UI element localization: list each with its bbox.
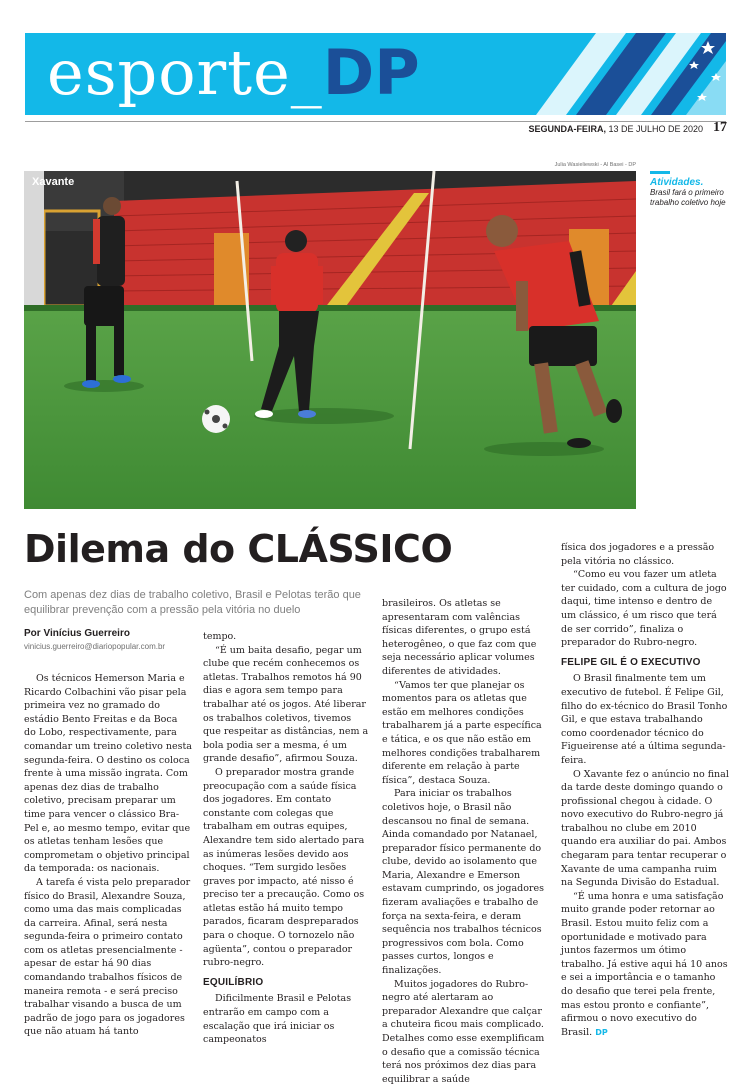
caption-marker: [650, 171, 670, 174]
photo-credit: Julia Wasieliewski - Al Basei - DP: [554, 162, 636, 168]
paragraph: Para iniciar os trabalhos coletivos hoje, o Brasil não descansou no final de semana. Ainda comandado por Natanael, preparador físico permanente do clube, devido ao isolamento que Maria, Alexandre e Emerson estavam cumprindo, os jogadores fizeram avaliações e trabalho de força na sexta-feira, e deram sequência nos trabalhos técnicos progressivos com bola. Como passes curtos, longos e finalizações.: [382, 788, 544, 977]
paragraph: Os técnicos Hemerson Maria e Ricardo Colbachini vão pisar pela primeira vez no gramado do estádio Bento Freitas e da Boca do Lobo, respectivamente, para comandar um treino coletivo nesta segunda-feira. O destino os coloca frente à uma missão ingrata. Com apenas dez dias de trabalho coletivo, precisam preparar um time para vencer o clássico Bra-Pel e, ao mesmo tempo, evitar que os atletas tenham lesões que comprometam o objetivo principal da temporada: os nacionais.: [24, 673, 192, 875]
article-column-3: [382, 597, 550, 1086]
subhead-felipe-gil: FELIPE GIL É O EXECUTIVO: [561, 656, 701, 668]
article-column-4: [561, 541, 729, 1039]
soccer-ball-icon: [202, 405, 230, 433]
page-number: 17: [713, 120, 727, 135]
end-mark: DP: [595, 1027, 608, 1037]
article-deck: Com apenas dez dias de trabalho coletivo, Brasil e Pelotas terão que equilibrar prevenção com a pressão pela vitória no duelo: [24, 589, 361, 616]
paragraph: “É um baita desafio, pegar um clube que recém conhecemos os atletas. Trabalhos remotos há 90 dias e agora sem tempo para trabalhar até os jogos. Até liberar os trabalhos coletivos, tivemos que respeitar as distâncias, nem a bola podia ser a mesma, é um grande desafio”, afirmou Souza.: [203, 644, 369, 765]
caption-title: Atividades.: [650, 177, 704, 188]
paragraph: Dificilmente Brasil e Pelotas entrarão em campo com a escalação que irá iniciar os campeonatos: [203, 993, 352, 1046]
section-brand: DP: [322, 36, 420, 109]
paragraph: Muitos jogadores do Rubro-negro até alertaram ao preparador Alexandre que calçar a chuteira ficou mais complicado. Detalhes como esse exemplificam o desafio que a comissão técnica terá nos próximos dez dias para equilibrar a saúde: [382, 978, 545, 1085]
header-rule: [25, 121, 726, 122]
paragraph: física dos jogadores e a pressão pela vitória no clássico.: [561, 542, 715, 567]
date-line: SEGUNDA-FEIRA, 13 DE JULHO DE 2020: [528, 124, 703, 134]
paragraph: A tarefa é vista pelo preparador físico do Brasil, Alexandre Souza, como uma das mais complicadas da carreira. Afinal, será nesta segunda-feira o primeiro contato com os atletas presencialmente - apesar de estar há 90 dias comandando trabalhos físicos de maneira remota - e será preciso trabalhar visando a busca de um padrão de jogo para os jogadores que não atuam há tanto: [24, 876, 191, 1038]
decorative-stripes: [516, 33, 726, 115]
article-column-1: [24, 672, 192, 1039]
paragraph: “Como eu vou fazer um atleta ter cuidado, com a cultura de jogo daqui, time intenso e dentro de um clássico, é um risco que terá de ser corrido”, finaliza o preparador do Rubro-negro.: [561, 569, 727, 649]
training-photo: [24, 171, 636, 509]
article-column-2: [203, 630, 371, 1047]
paragraph: O preparador mostra grande preocupação com a saúde física dos jogadores. Em contato constante com colegas que trabalham em outras equipes, Alexandre tem sido alertado para as inúmeras lesões devido aos choques. “Tem surgido lesões graves por impacto, até nisso é preciso ter a precaução. Como os atletas estão há muito tempo parados, ficaram despreparados para o choque. O tornozelo não agüenta”, contou o preparador rubro-negro.: [203, 766, 365, 969]
training-scene: [24, 171, 636, 509]
author-email[interactable]: vinicius.guerreiro@diariopopular.com.br: [24, 642, 166, 651]
paragraph: O Xavante fez o anúncio no final da tarde deste domingo quando o profissional chegou à cidade. O novo executivo do Rubro-negro já trabalhou no clube em 2010 quando era auxiliar do pai. Ambos chegaram para tentar recuperar o Xavante de uma campanha ruim na Segunda Divisão do Estadual.: [561, 768, 729, 889]
stadium-sign: Xavante: [32, 176, 75, 188]
paragraph: brasileiros. Os atletas se apresentaram com valências físicas diferentes, o grupo está heterogêneo, o que faz com que seja necessário aplicar volumes diferentes de atividades.: [382, 598, 537, 677]
section-title: [47, 35, 420, 111]
paragraph: “É uma honra e uma satisfação muito grande poder retornar ao Brasil. Estou muito feliz com a oportunidade e motivado para juntos fazermos um ótimo trabalho. Já estive aqui há 10 anos e sei a importância e o tamanho do desafio que terei pela frente, mas estou pronto e confiante”, afirmou o novo executivo do Brasil. DP: [561, 890, 728, 1038]
paragraph: “Vamos ter que planejar os momentos para os atletas que estão em melhores condições trabalharem já a parte específica e tática, e os que não estão em melhores condições trabalharem diferente em relação à parte física”, destaca Souza.: [382, 679, 542, 786]
section-header-band: [25, 33, 726, 115]
byline: Por Vinícius Guerreiro: [24, 628, 130, 639]
headline: Dilema do CLÁSSICO: [24, 527, 453, 571]
caption-text: Brasil fará o primeiro trabalho coletivo hoje: [650, 188, 726, 207]
paragraph: O Brasil finalmente tem um executivo de futebol. É Felipe Gil, filho do ex-técnico do Brasil Tonho Gil, e que estava trabalhando como coordenador técnico do Figueirense até a última segunda-feira.: [561, 673, 728, 766]
paragraph: tempo.: [203, 631, 237, 642]
photo-caption: [650, 178, 730, 208]
subhead-equilibrio: EQUILÍBRIO: [203, 976, 264, 988]
section-word: esporte_: [47, 36, 323, 109]
